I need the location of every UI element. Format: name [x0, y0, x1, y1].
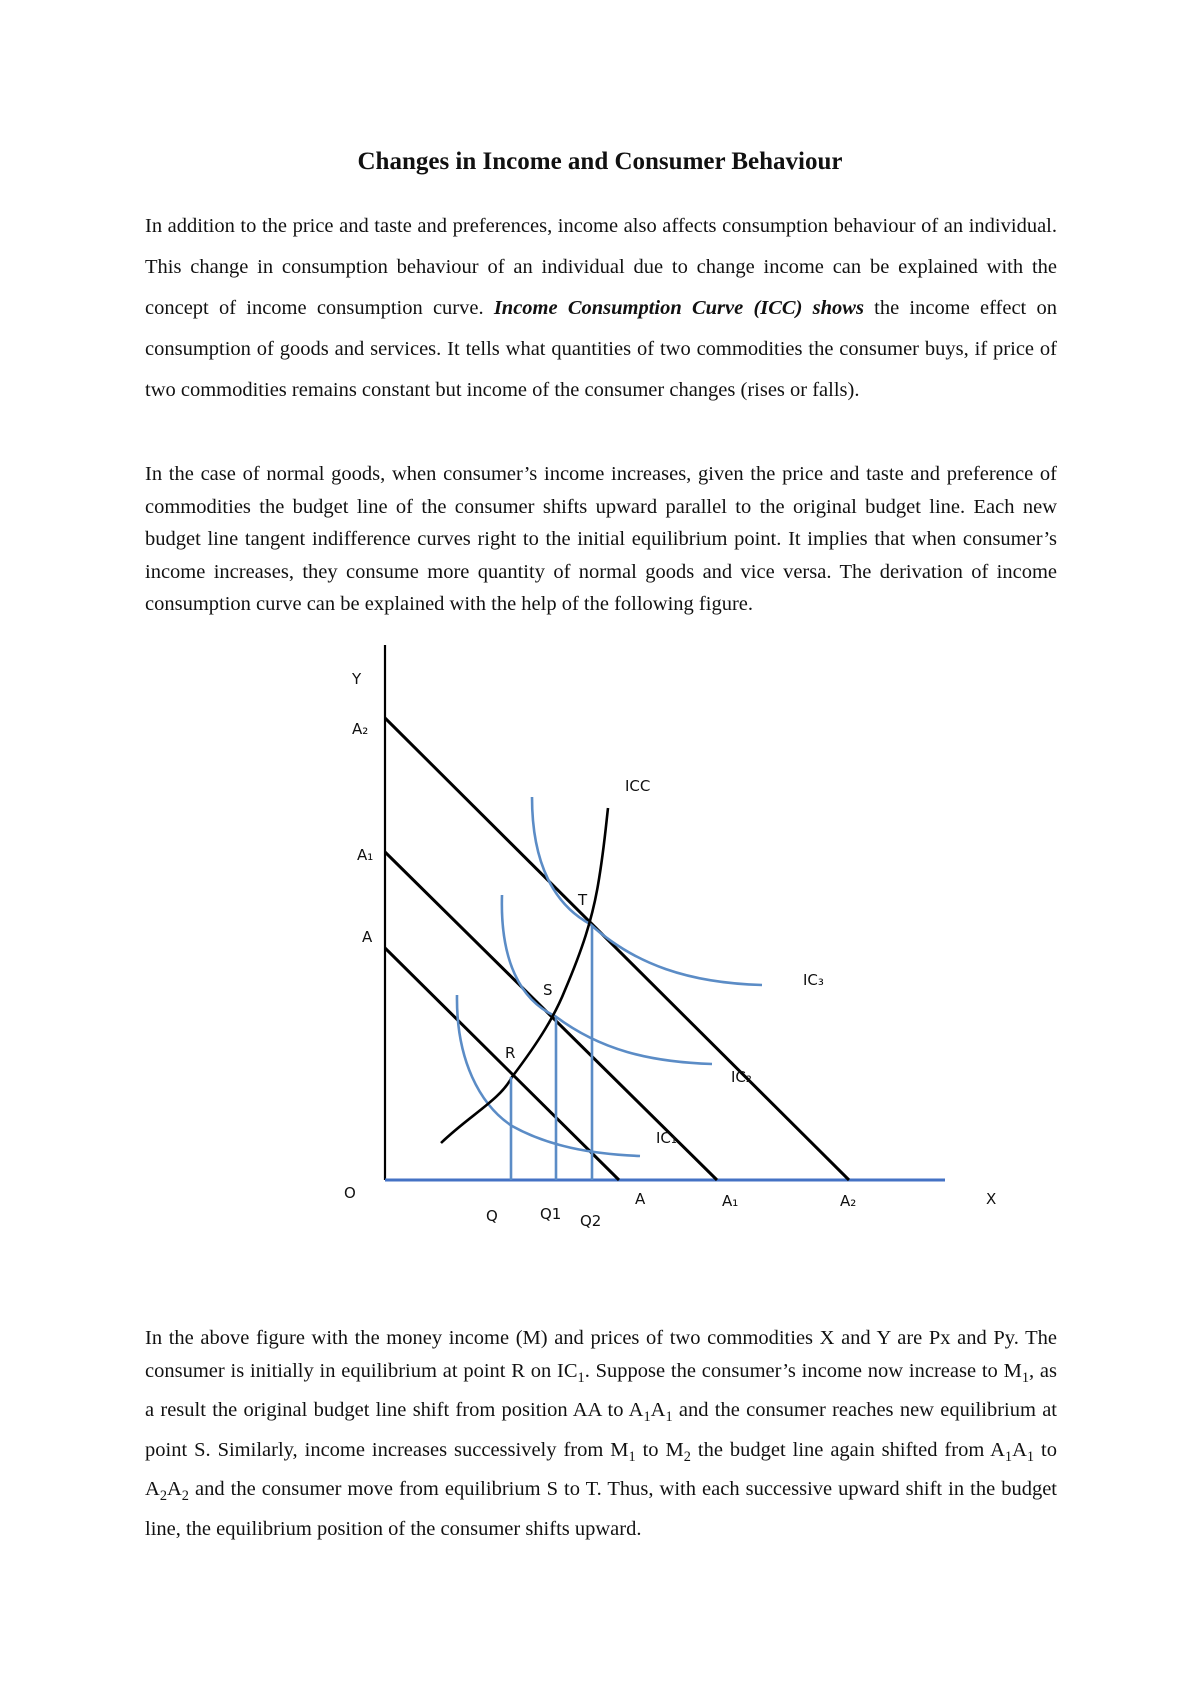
q1-label: Q1	[540, 1205, 562, 1223]
intro-text-b: the income effect on consumption of goods and services. It tells what quantities of two commodities the consumer buys, if price of two commodities remains constant but income of the consumer changes (rises or falls).	[145, 297, 1057, 401]
x-axis-label: X	[986, 1190, 997, 1208]
a-x-label: A	[635, 1190, 646, 1208]
subscript: 2	[683, 1448, 691, 1465]
subscript: 1	[628, 1448, 636, 1465]
subscript: 2	[159, 1488, 167, 1505]
q-label: Q	[486, 1207, 498, 1225]
ic2-label: IC₂	[731, 1068, 752, 1086]
point-s-label: S	[543, 981, 553, 999]
subscript: 1	[665, 1409, 673, 1426]
ic1-label: IC₁	[656, 1129, 677, 1147]
text-run: A	[166, 1478, 182, 1501]
intro-text-a: In addition to the price and taste and preferences, income also affects consumption behaviour of an individual. This change in consumption behaviour of an individual due to change income can be explained with the concept of income consumption curve.	[145, 215, 1057, 319]
indifference-curve-ic2	[502, 895, 712, 1064]
subscript: 1	[1026, 1448, 1035, 1465]
subscript: 1	[643, 1409, 651, 1426]
subscript: 1	[1004, 1448, 1013, 1465]
page-title: Changes in Income and Consumer Behaviour	[357, 148, 843, 175]
a2-y-label: A₂	[352, 720, 369, 738]
text-run: and the consumer move from equilibrium S to T. Thus, with each successive upward shift in the budget line, the equilibrium position of the consumer shifts upward.	[145, 1478, 1057, 1540]
a1-y-label: A₁	[357, 846, 374, 864]
icc-label: ICC	[625, 777, 651, 795]
paragraph-explanation	[145, 1322, 1057, 1545]
text-run: A	[1012, 1438, 1027, 1461]
text-run: to M	[635, 1438, 684, 1461]
subscript: 1	[577, 1369, 585, 1386]
indifference-curve-ic3	[532, 797, 762, 985]
text-run: In the above figure with the money income (M) and prices of two commodities X and Y are Px and Py. The consumer is initially in equilibrium at point R on IC	[145, 1327, 1057, 1382]
point-r-label: R	[505, 1044, 516, 1062]
budget-line-aa	[385, 948, 619, 1180]
origin-label: O	[344, 1184, 356, 1202]
a2-x-label: A₂	[840, 1192, 857, 1210]
subscript: 2	[181, 1488, 189, 1505]
point-t-label: T	[578, 891, 588, 909]
budget-line-a2a2	[385, 718, 849, 1180]
text-run: and the consumer reaches new equilibrium at point S. Similarly, income increases successively from M	[145, 1399, 1057, 1461]
a-y-label: A	[362, 928, 373, 946]
text-run: to A	[145, 1438, 1057, 1501]
text-run: the budget line again shifted from A	[690, 1438, 1005, 1461]
a1-x-label: A₁	[722, 1192, 739, 1210]
text-run: . Suppose the consumer’s income now increase to M	[584, 1359, 1022, 1382]
subscript: 1	[1021, 1369, 1029, 1386]
y-axis-label: Y	[352, 670, 362, 688]
icc-definition-emphasis: Income Consumption Curve (ICC) shows	[493, 297, 864, 319]
paragraph-normal-goods: In the case of normal goods, when consumer’s income increases, given the price and taste and preference of commodities the budget line of the consumer shifts upward parallel to the original budget line. Each new budget line tangent indifference curves right to the initial equilibrium point. It implies that when consumer’s income increases, they consume more quantity of normal goods and vice versa. The derivation of income consumption curve can be explained with the help of the following figure.	[145, 463, 1057, 615]
text-run: A	[650, 1399, 666, 1422]
ic3-label: IC₃	[803, 971, 824, 989]
q2-label: Q2	[580, 1212, 602, 1230]
text-run: , as a result the original budget line shift from position AA to A	[145, 1359, 1057, 1422]
